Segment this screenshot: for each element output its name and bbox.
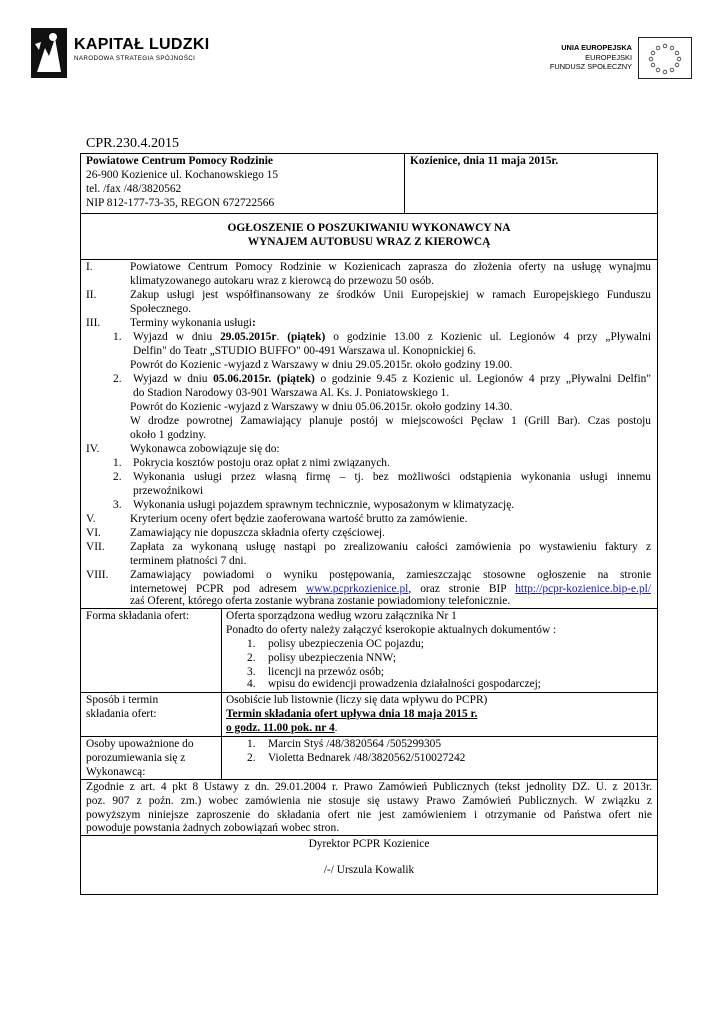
deadline-text: Osobiście lub listownie (liczy się data wpływu do PCPR) bbox=[226, 694, 488, 706]
section-number: II. bbox=[86, 289, 97, 301]
document-item: polisy ubezpieczenia NNW; bbox=[268, 652, 396, 664]
trip-2-line2: do Stadion Narodowy 03-901 Warszawa Al. Ks. J. Poniatowskiego 1. bbox=[133, 387, 450, 399]
section-text: : bbox=[251, 317, 256, 329]
list-number: 1. bbox=[113, 457, 122, 469]
form-label: Forma składania ofert: bbox=[86, 610, 190, 622]
section-text: internetowej PCPR pod adresem bbox=[130, 583, 306, 595]
deadline-time: . bbox=[334, 722, 338, 734]
trip-2-line1 bbox=[133, 373, 651, 387]
org-name: Powiatowe Centrum Pomocy Rodzinie bbox=[86, 155, 273, 167]
section-text: , oraz stronie BIP bbox=[408, 583, 516, 595]
org-ids: NIP 812-177-73-35, REGON 672722566 bbox=[86, 197, 275, 209]
eu-logo-line1: UNIA EUROPEJSKA bbox=[561, 43, 632, 52]
section-text: zaś Oferent, którego oferta zostanie wybrana zostanie powiadomiony telefonicznie. bbox=[130, 595, 511, 607]
divider bbox=[80, 692, 658, 693]
section-text: Zamawiający nie dopuszcza składnia oferty częściowej. bbox=[130, 527, 385, 539]
document-item: wpisu do ewidencji prowadzenia działalności gospodarczej; bbox=[268, 678, 541, 690]
section-text bbox=[130, 317, 256, 331]
deadline-time: o godz. 11.00 pok. nr 4 bbox=[226, 722, 335, 734]
divider bbox=[80, 779, 658, 780]
section-text: Zamawiający powiadomi o wyniku postępowania, zamieszczając stosowne ogłoszenie na stronie bbox=[130, 569, 651, 581]
trip-2-stop: W drodze powrotnej Zamawiający planuje postój w miejscowości Pęcław 1 (Grill Bar). Czas postoju bbox=[130, 415, 651, 427]
eu-logo-text bbox=[520, 43, 632, 72]
pcpr-website-link[interactable]: www.pcprkozienice.pl bbox=[305, 583, 409, 595]
divider bbox=[404, 154, 405, 213]
list-number: 2. bbox=[113, 373, 122, 385]
list-number: 3. bbox=[247, 666, 256, 678]
eu-logo-line3: FUNDUSZ SPOŁECZNY bbox=[549, 62, 632, 71]
deadline-time-line bbox=[226, 722, 338, 736]
section-number: V. bbox=[86, 513, 96, 525]
signature-title: Dyrektor PCPR Kozienice bbox=[308, 838, 430, 850]
section-text: Powiatowe Centrum Pomocy Rodzinie w Kozienicach zaprasza do złożenia oferty na usługę wynajmu bbox=[130, 261, 651, 273]
eu-flag-icon bbox=[638, 37, 692, 79]
trip-1-return: Powrót do Kozienic -wyjazd z Warszawy w dniu 29.05.2015r. około godziny 19.00. bbox=[130, 359, 513, 371]
section-text: terminem płatności 7 dni. bbox=[130, 555, 247, 567]
org-phone: tel. /fax /48/3820562 bbox=[86, 183, 182, 195]
contacts-label: Osoby upoważnione do bbox=[86, 738, 194, 750]
document-item: polisy ubezpieczenia OC pojazdu; bbox=[268, 638, 424, 650]
trip-1-line1 bbox=[133, 331, 651, 345]
kapital-ludzki-emblem-icon bbox=[31, 28, 67, 78]
trip-1-text: . bbox=[276, 331, 288, 343]
section-number: I. bbox=[86, 261, 93, 273]
section-text: Kryterium oceny ofert będzie zaoferowana wartość brutto za zamówienie. bbox=[130, 513, 468, 525]
deadline-label: Sposób i termin bbox=[86, 694, 159, 706]
signature-name: /-/ Urszula Kowalik bbox=[323, 864, 415, 876]
document-date: Kozienice, dnia 11 maja 2015r. bbox=[410, 155, 559, 167]
trip-1-date: 29.05.2015r bbox=[220, 331, 277, 343]
contacts-label: porozumiewania się z bbox=[86, 752, 186, 764]
divider bbox=[221, 608, 222, 779]
section-text: Terminy wykonania usługi bbox=[130, 317, 252, 329]
trip-2-text: o godzinie 9.45 z Kozienic ul. Legionów 4 przy „Pływalni Delfin" bbox=[314, 373, 651, 385]
obligation-text: przewoźnikowi bbox=[133, 485, 204, 497]
trip-2-date: 05.06.2015r. (piątek) bbox=[213, 373, 315, 385]
obligation-text: Pokrycia kosztów postoju oraz opłat z nimi związanych. bbox=[133, 457, 390, 469]
trip-1-line2: Delfin" do Teatr „STUDIO BUFFO" 00-491 Warszawa ul. Konopnickiej 6. bbox=[133, 345, 476, 357]
legal-note: powyższym niniejsze zaproszenie do składania ofert nie jest zamówieniem i otrzymanie od Państwa ofert nie bbox=[86, 809, 652, 821]
contact-person: Marcin Styś /48/3820564 /505299305 bbox=[268, 738, 442, 750]
section-number: III. bbox=[86, 317, 101, 329]
list-number: 1. bbox=[113, 331, 122, 343]
document-item: licencji na przewóz osób; bbox=[268, 666, 385, 678]
section-text: Zakup usługi jest współfinansowany ze środków Unii Europejskiej w ramach Europejskiego Funduszu bbox=[130, 289, 651, 301]
announcement-title-line2: WYNAJEM AUTOBUSU WRAZ Z KIEROWCĄ bbox=[247, 236, 491, 248]
section-text: Społecznego. bbox=[130, 303, 192, 315]
legal-note: Zgodnie z art. 4 pkt 8 Ustawy z dn. 29.01.2004 r. Prawo Zamówień Publicznych (tekst jednolity DZ. U. z 2013r. bbox=[86, 781, 652, 793]
list-number: 4. bbox=[247, 678, 256, 690]
list-number: 1. bbox=[247, 738, 256, 750]
list-number: 3. bbox=[113, 499, 122, 511]
list-number: 1. bbox=[247, 638, 256, 650]
obligation-text: Wykonania usługi przez własną firmę – tj. bez możliwości odstąpienia wykonania usługi innemu bbox=[133, 471, 651, 483]
section-text: Wykonawca zobowiązuje się do: bbox=[130, 443, 280, 455]
kapital-ludzki-logo-mark bbox=[31, 28, 67, 78]
divider bbox=[80, 259, 658, 260]
section-number: VI. bbox=[86, 527, 101, 539]
trip-2-stop: około 1 godziny. bbox=[130, 429, 207, 441]
trip-1-day: (piątek) bbox=[287, 331, 326, 343]
section-text: Zapłata za wykonaną usługę nastąpi po zrealizowaniu całości zamówienia po wystawieniu faktury z bbox=[130, 541, 651, 553]
section-number: IV. bbox=[86, 443, 100, 455]
kapital-ludzki-subtitle: NARODOWA STRATEGIA SPÓJNOŚCI bbox=[74, 55, 196, 62]
contact-person: Violetta Bednarek /48/3820562/510027242 bbox=[268, 752, 466, 764]
reference-number: CPR.230.4.2015 bbox=[86, 136, 179, 151]
deadline-date: Termin składania ofert upływa dnia 18 maja 2015 r. bbox=[226, 708, 478, 720]
announcement-title-line1: OGŁOSZENIE O POSZUKIWANIU WYKONAWCY NA bbox=[227, 222, 511, 234]
obligation-text: Wykonania usługi pojazdem sprawnym technicznie, wyposażonym w klimatyzację. bbox=[133, 499, 515, 511]
section-number: VIII. bbox=[86, 569, 109, 581]
eu-logo-line2: EUROPEJSKI bbox=[585, 52, 632, 62]
list-number: 2. bbox=[113, 471, 122, 483]
kapital-ludzki-wordmark bbox=[74, 36, 209, 63]
trip-1-text: Wyjazd w dniu bbox=[133, 331, 221, 343]
kapital-ludzki-title: KAPITAŁ LUDZKI bbox=[74, 36, 210, 53]
contacts-label: Wykonawcą: bbox=[86, 766, 146, 778]
trip-2-return: Powrót do Kozienic -wyjazd z Warszawy w dniu 05.06.2015r. około godziny 14.30. bbox=[130, 401, 513, 413]
section-text: klimatyzowanego autokaru wraz z kierowcą do przewozu 50 osób. bbox=[130, 275, 434, 287]
bip-website-link[interactable]: http://pcpr-kozienice.bip-e.pl/ bbox=[515, 583, 651, 595]
org-address: 26-900 Kozienice ul. Kochanowskiego 15 bbox=[86, 169, 279, 181]
legal-note: powoduje powstania żadnych zobowiązań wobec stron. bbox=[86, 822, 340, 834]
divider bbox=[80, 736, 658, 737]
deadline-label: składania ofert: bbox=[86, 708, 157, 720]
form-text: Oferta sporządzona według wzoru załącznika Nr 1 bbox=[226, 610, 457, 622]
divider bbox=[80, 213, 658, 214]
trip-1-text: o godzinie 13.00 z Kozienic ul. Legionów 4 przy „Pływalni bbox=[325, 331, 651, 343]
form-text: Ponadto do oferty należy załączyć kserokopie aktualnych dokumentów : bbox=[226, 624, 557, 636]
section-number: VII. bbox=[86, 541, 105, 553]
list-number: 2. bbox=[247, 752, 256, 764]
list-number: 2. bbox=[247, 652, 256, 664]
legal-note: poz. 907 z poźn. zm.) wobec zamówienia nie stosuje się ustawy Prawo Zamówień Publicznych. W związku z bbox=[86, 795, 652, 807]
trip-2-text: Wyjazd w dniu bbox=[133, 373, 214, 385]
